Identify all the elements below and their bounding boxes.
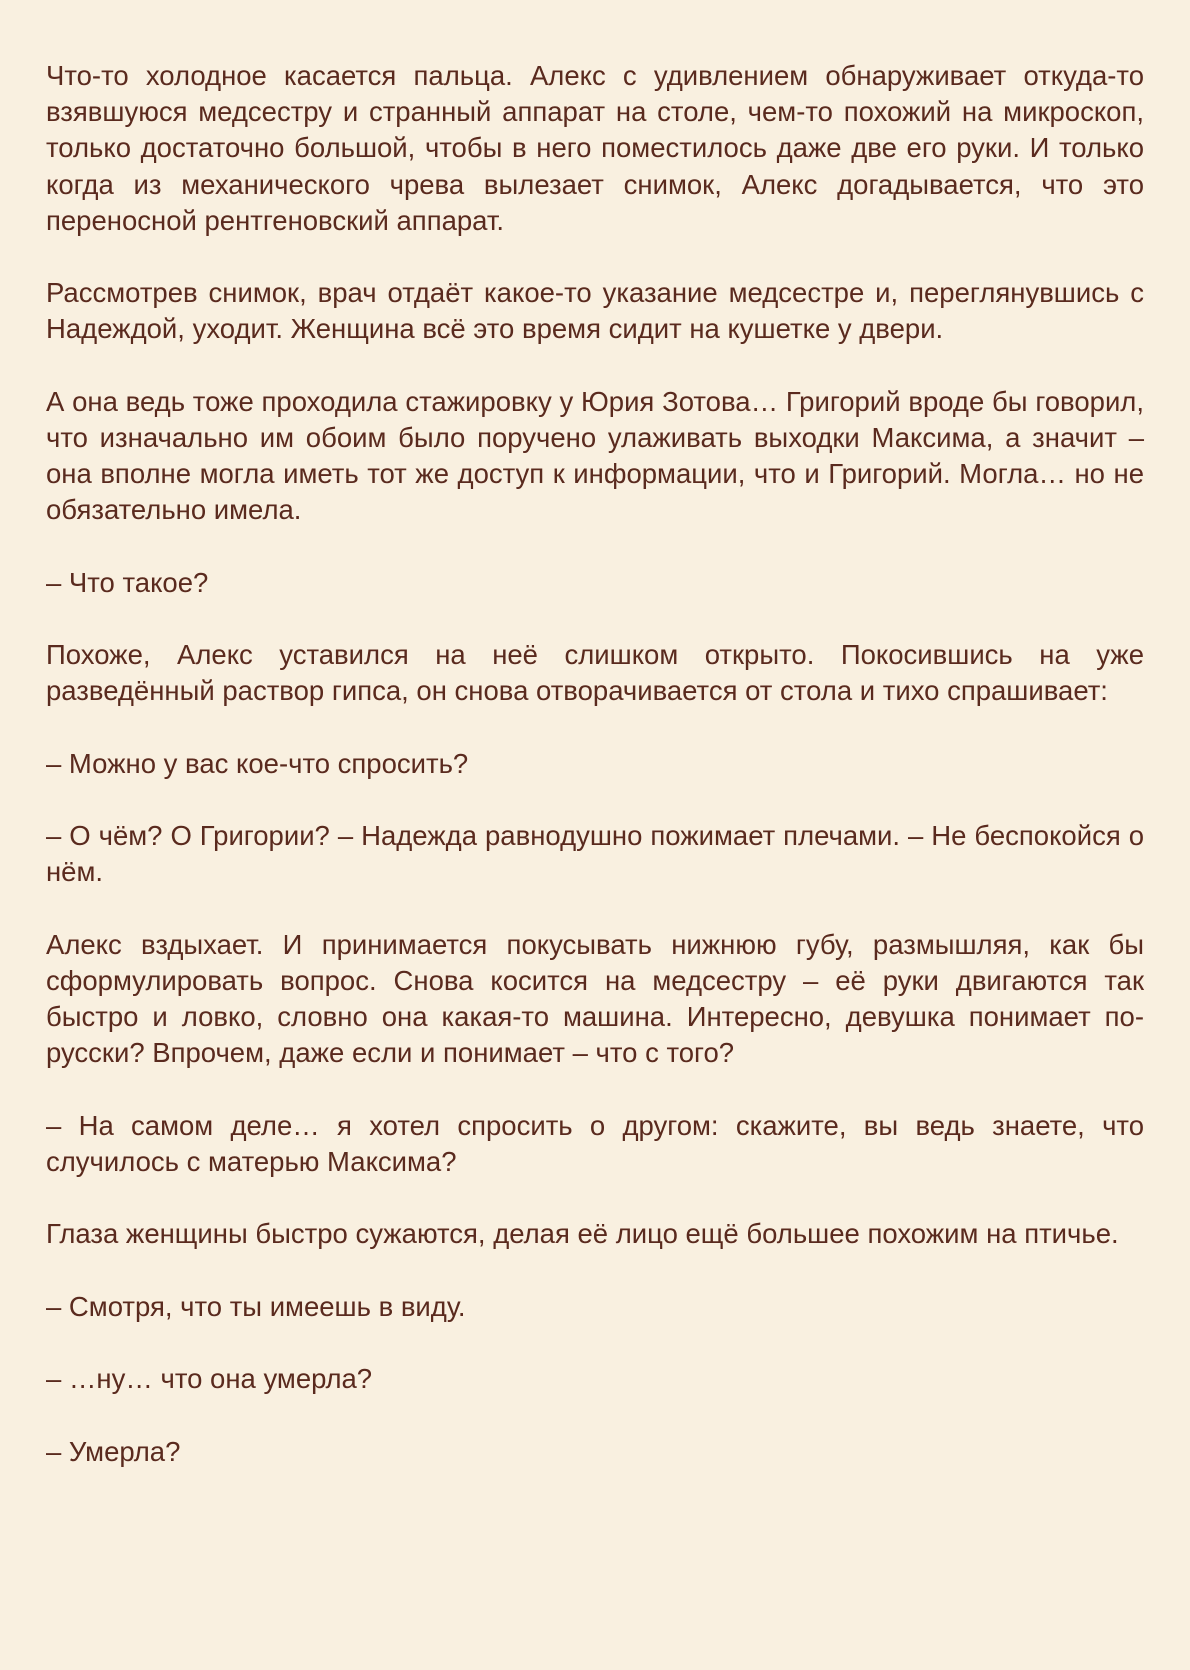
paragraph: Похоже, Алекс уставился на неё слишком открыто. Покосившись на уже разведённый раствор гипса, он снова отворачивается от стола и тихо спрашивает: [46,639,1144,707]
dialogue-line: – Смотря, что ты имеешь в виду. [46,1290,466,1322]
paragraph: Алекс вздыхает. И принимается покусывать нижнюю губу, размышляя, как бы сформулировать вопрос. Снова косится на медсестру – её руки двигаются так быстро и ловко, словно она какая-то машина. Интересно, девушка понимает по-русски? Впрочем, даже если и понимает – что с того? [46,928,1144,1069]
dialogue-line: – Умерла? [46,1435,181,1467]
dialogue-line: – Что такое? [46,566,209,598]
dialogue-line: – О чём? О Григории? – Надежда равнодушно пожимает плечами. – Не беспокойся о нём. [46,820,1144,888]
dialogue-line: – Можно у вас кое-что спросить? [46,747,469,779]
paragraph: Рассмотрев снимок, врач отдаёт какое-то указание медсестре и, переглянувшись с Надеждой, уходит. Женщина всё это время сидит на кушетке у двери. [46,277,1144,345]
paragraph: Что-то холодное касается пальца. Алекс с удивлением обнаруживает откуда-то взявшуюся медсестру и странный аппарат на столе, чем-то похожий на микроскоп, только достаточно большой, чтобы в него поместилось даже две его руки. И только когда из механического чрева вылезает снимок, Алекс догадывается, что это переносной рентгеновский аппарат. [46,60,1144,236]
paragraph: А она ведь тоже проходила стажировку у Юрия Зотова… Григорий вроде бы говорил, что изначально им обоим было поручено улаживать выходки Максима, а значит – она вполне могла иметь тот же доступ к информации, что и Григорий. Могла… но не обязательно имела. [46,385,1144,526]
paragraph: Глаза женщины быстро сужаются, делая её лицо ещё большее похожим на птичье. [46,1218,1119,1250]
dialogue-line: – На самом деле… я хотел спросить о другом: скажите, вы ведь знаете, что случилось с матерью Максима? [46,1109,1144,1177]
dialogue-line: – …ну… что она умерла? [46,1363,373,1395]
